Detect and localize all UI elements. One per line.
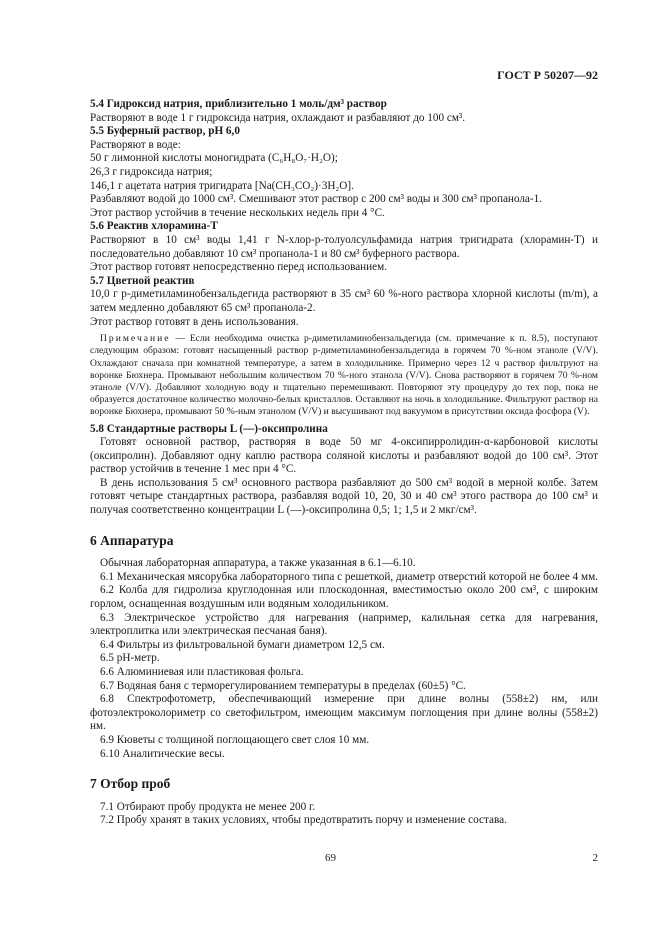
document-id: ГОСТ Р 50207—92 [497,68,598,82]
list-item: 6.2 Колба для гидролиза круглодонная или плоскодонная, вместимостью около 200 см³, с широким горлом, оснащенная воздушным или водяным холодильником. [90,584,598,611]
section-5-6-line-2: Этот раствор готовят непосредственно перед использованием. [90,261,387,274]
section-5-8-line-1: Готовят основной раствор, растворяя в воде 50 мг 4-оксипирролидин-α-карбоновой кислоты (оксипролин). Добавляют одну каплю раствора соляной кислоты и разбавляют водой до 100 см³. Этот раствор устойчив в течение 1 мес при 4 °C. [90,436,598,476]
note-label: Примечание [100,333,171,345]
page-number-right: 2 [592,852,598,864]
section-7-title: 7 Отбор проб [90,776,171,792]
list-item: 6.6 Алюминиевая или пластиковая фольга. [100,666,304,679]
section-5-5-line-5: Разбавляют водой до 1000 см³. Смешивают этот раствор с 200 см³ воды и 300 см³ пропанола-1. [90,193,543,206]
section-5-6-line-1: Растворяют в 10 см³ воды 1,41 г N-хлор-p-толуолсульфамида натрия тригидрата (хлорамин-Т) и последовательно добавляют 10 см³ пропанола-1 и 80 см³ буферного раствора. [90,233,598,260]
list-item: 6.8 Спектрофотометр, обеспечивающий измерение при длине волны (558±2) нм, или фотоэлектроколориметр со светофильтром, имеющим максимум поглощения при длине волны (558±2) нм. [90,693,598,733]
list-item: 7.1 Отбирают пробу продукта не менее 200 г. [100,800,316,813]
section-5-4-title: 5.4 Гидроксид натрия, приблизительно 1 моль/дм³ раствор [90,98,387,110]
section-5-4-text: Растворяют в воде 1 г гидроксида натрия, охлаждают и разбавляют до 100 см³. [90,111,466,124]
list-item: 6.7 Водяная баня с терморегулированием температуры в пределах (60±5) °C. [100,679,466,692]
section-5-5-line-1: Растворяют в воде: [90,138,181,151]
section-5-5-title: 5.5 Буферный раствор, pH 6,0 [90,125,240,138]
section-5-8-line-2: В день использования 5 см³ основного раствора разбавляют до 500 см³ водой в мерной колбе. Затем готовят четыре стандартных раствора, разбавляя водой 10, 20, 30 и 40 см³ этого раствора до 100 см³ и получая соответственно концентрации L (—)-оксипролина 0,5; 1; 1,5 и 2 мкг/см³. [90,476,598,517]
section-5-5-line-2: 50 г лимонной кислоты моногидрата (C₆H₈O₇·H₂O); [90,152,338,165]
section-5-5-line-3: 26,3 г гидроксида натрия; [90,165,213,178]
section-5-7-line-2: Этот раствор готовят в день использования. [90,315,299,328]
list-item: 7.2 Пробу хранят в таких условиях, чтобы предотвратить порчу и изменение состава. [100,814,507,827]
section-5-7-note [90,333,598,418]
note-text: — Если необходима очистка p-диметиламинобензальдегида (см. примечание к п. 8.5), поступают следующим образом: готовят насыщенный раствор p-диметиламинобензальдегида в горячем 70 %-ном этаноле (V/V). Охлаждают сначала при комнатной температуре, а затем в холодильнике. Примерно через 12 ч раствор фильтруют на воронке Бюхнера. Промывают небольшим количеством 70 %-ного этанола (V/V). Снова растворяют в горячем 70 %-ном этаноле (V/V). Добавляют холодную воду и тщательно перемешивают. Повторяют эту процедуру до тех пор, пока не образуется достаточное количество молочно-белых кристаллов. Оставляют на ночь в холодильнике. Фильтруют раствор на воронке Бюхнера, промывают 50 %-ным этанолом (V/V) и высушивают под вакуумом в присутствии оксида фосфора (V). [90,333,598,418]
page-number-center: 69 [325,852,336,864]
section-5-8-title: 5.8 Стандартные растворы L (—)-оксипролина [90,422,328,435]
list-item: 6.1 Механическая мясорубка лабораторного типа с решеткой, диаметр отверстий которой не более 4 мм. [100,570,598,583]
section-5-5-line-4: 146,1 г ацетата натрия тригидрата [Na(CH₃CO₂)·3H₂O]. [90,179,354,192]
section-5-6-title: 5.6 Реактив хлорамина-Т [90,220,218,233]
section-6-title: 6 Аппаратура [90,532,174,548]
page-content [90,98,598,828]
list-item: 6.3 Электрическое устройство для нагревания (например, калильная сетка для нагревания, электроплитка или электрическая песчаная баня). [90,611,598,638]
list-item: 6.5 pH-метр. [100,652,160,665]
list-item: 6.4 Фильтры из фильтровальной бумаги диаметром 12,5 см. [100,638,385,651]
section-5-5-line-6: Этот раствор устойчив в течение нескольких недель при 4 °C. [90,206,385,219]
section-5-7-title: 5.7 Цветной реактив [90,274,195,287]
list-item: 6.10 Аналитические весы. [100,747,225,760]
section-5-7-line-1: 10,0 г p-диметиламинобензальдегида растворяют в 35 см³ 60 %-ного раствора хлорной кислоты (m/m), а затем медленно добавляют 65 см³ пропанола-2. [90,288,598,314]
section-6-intro: Обычная лабораторная аппаратура, а также указанная в 6.1—6.10. [100,557,416,570]
list-item: 6.9 Кюветы с толщиной поглощающего свет слоя 10 мм. [100,733,370,746]
